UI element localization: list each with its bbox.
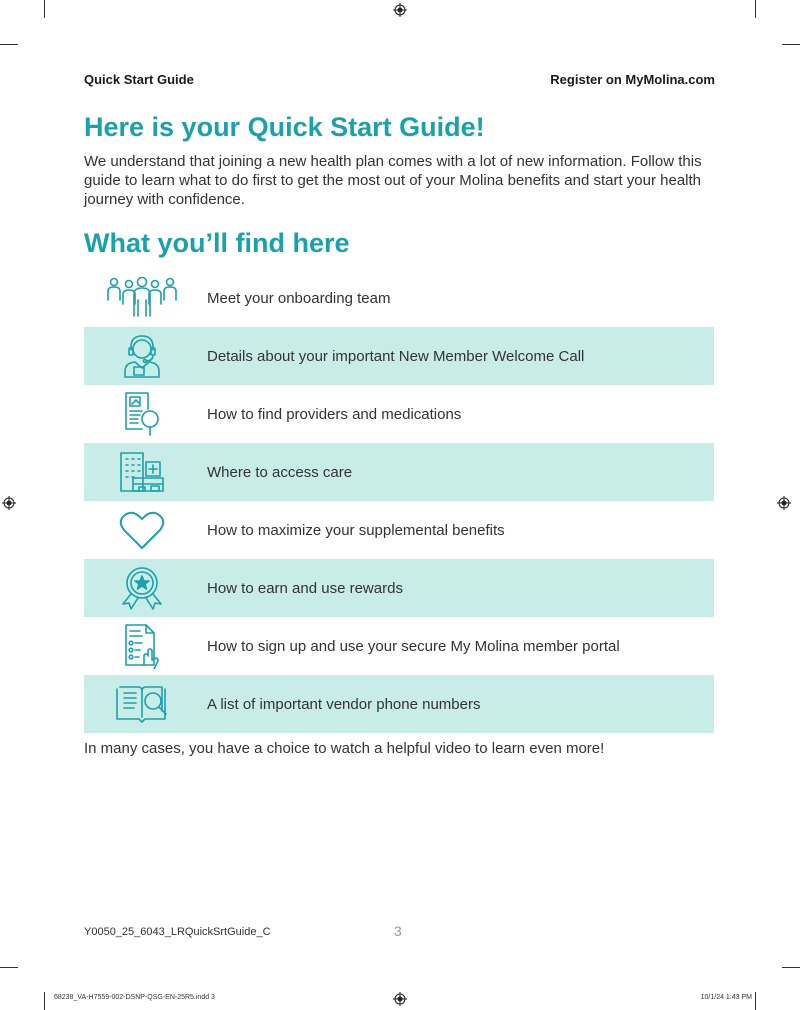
hospital-building-icon (102, 445, 182, 499)
heart-icon (102, 503, 182, 557)
list-item-label: Details about your important New Member Welcome Call (207, 347, 585, 365)
crop-mark (755, 992, 756, 1010)
contents-list (84, 269, 714, 733)
header-guide-label: Quick Start Guide (84, 72, 194, 87)
list-item-label: How to maximize your supplemental benefits (207, 521, 505, 539)
slug-datetime: 10/1/24 1:43 PM (700, 994, 752, 1001)
crop-mark (782, 967, 800, 968)
list-item (84, 443, 714, 501)
page-number: 3 (394, 923, 402, 939)
crop-mark (782, 44, 800, 45)
registration-mark-icon (393, 992, 407, 1006)
crop-mark (0, 967, 18, 968)
document-search-icon (102, 387, 182, 441)
list-item (84, 559, 714, 617)
list-item (84, 269, 714, 327)
crop-mark (44, 0, 45, 18)
registration-mark-icon (777, 496, 791, 510)
team-icon (102, 271, 182, 325)
crop-mark (44, 992, 45, 1010)
page-title: Here is your Quick Start Guide! (84, 112, 485, 142)
list-item-label: Where to access care (207, 463, 353, 481)
header-register-label: Register on MyMolina.com (550, 72, 715, 87)
list-item (84, 675, 714, 733)
list-item-label: How to earn and use rewards (207, 579, 403, 597)
section-title: What you’ll find here (84, 228, 350, 258)
list-item-label: How to find providers and medications (207, 405, 462, 423)
registration-mark-icon (393, 3, 407, 17)
list-item (84, 501, 714, 559)
crop-mark (0, 44, 18, 45)
intro-paragraph: We understand that joining a new health plan comes with a lot of new information. Follow this guide to learn what to do first to get the most out of your Molina benefits and start your health journey with confidence. (84, 153, 702, 208)
crop-mark (755, 0, 756, 18)
list-item (84, 617, 714, 675)
award-ribbon-icon (102, 561, 182, 615)
list-item-label: A list of important vendor phone numbers (207, 695, 481, 713)
outro-paragraph: In many cases, you have a choice to watch a helpful video to learn even more! (84, 740, 605, 757)
headset-agent-icon (102, 329, 182, 383)
form-touch-icon (102, 619, 182, 673)
document-code: Y0050_25_6043_LRQuickSrtGuide_C (84, 926, 271, 938)
list-item (84, 385, 714, 443)
registration-mark-icon (2, 496, 16, 510)
list-item-label: How to sign up and use your secure My Molina member portal (207, 637, 620, 655)
slug-file-name: 68238_VA-H7559-002-DSNP-QSG-EN-25R5.indd 3 (54, 994, 215, 1001)
list-item (84, 327, 714, 385)
list-item-label: Meet your onboarding team (207, 289, 391, 307)
book-magnifier-icon (102, 677, 182, 731)
